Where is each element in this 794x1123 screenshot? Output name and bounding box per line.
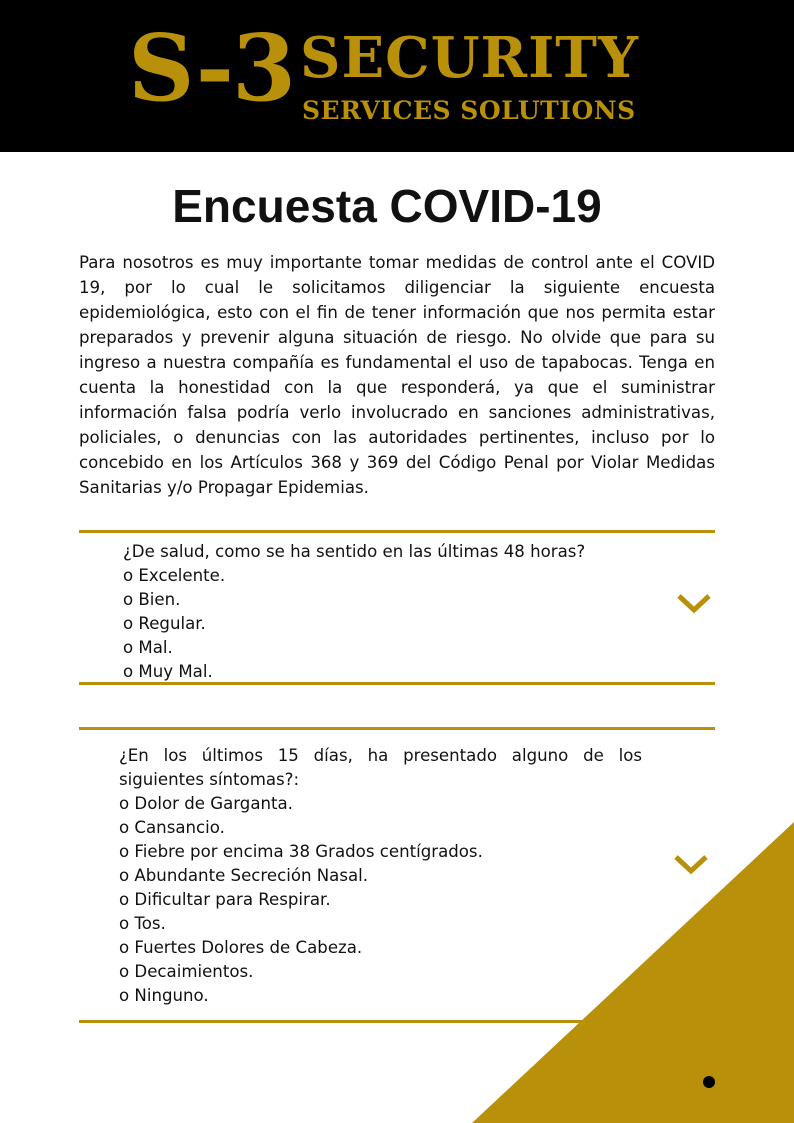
divider xyxy=(79,1020,599,1023)
divider xyxy=(79,682,715,685)
option-item[interactable]: o Tos. xyxy=(119,914,166,933)
option-item[interactable]: o Bien. xyxy=(123,590,181,609)
option-item[interactable]: o Cansancio. xyxy=(119,818,225,837)
logo-s3: S-3 xyxy=(128,14,295,122)
divider xyxy=(79,727,715,730)
question-text: ¿En los últimos 15 días, ha presentado alguno de los siguientes síntomas?: xyxy=(119,746,642,789)
option-item[interactable]: o Dificultar para Respirar. xyxy=(119,890,331,909)
option-item[interactable]: o Mal. xyxy=(123,638,173,657)
bullet-dot xyxy=(703,1076,715,1088)
chevron-down-icon[interactable] xyxy=(676,592,712,616)
intro-paragraph: Para nosotros es muy importante tomar medidas de control ante el COVID 19, por lo cual le solicitamos diligenciar la siguiente encuesta epidemiológica, esto con el fin de tener información que nos permita estar preparados y prevenir alguna situación de riesgo. No olvide que para su ingreso a nuestra compañía es fundamental el uso de tapabocas. Tenga en cuenta la honestidad con la que responderá, ya que el suministrar información falsa podría verlo involucrado en sanciones administrativas, policiales, o denuncias con las autoridades pertinentes, incluso por lo concebido en los Artículos 368 y 369 del Código Penal por Violar Medidas Sanitarias y/o Propagar Epidemias. xyxy=(79,253,715,497)
option-item[interactable]: o Muy Mal. xyxy=(123,662,213,681)
page-title: Encuesta COVID-19 xyxy=(172,180,602,232)
chevron-down-icon[interactable] xyxy=(673,853,709,877)
logo-services-solutions: SERVICES SOLUTIONS xyxy=(302,96,636,125)
option-item[interactable]: o Excelente. xyxy=(123,566,226,585)
options-list xyxy=(123,564,643,684)
options-list xyxy=(119,792,642,1008)
divider xyxy=(79,530,715,533)
question-block-1 xyxy=(123,540,643,684)
option-item[interactable]: o Fuertes Dolores de Cabeza. xyxy=(119,938,363,957)
logo-security: SECURITY xyxy=(300,25,639,91)
option-item[interactable]: o Regular. xyxy=(123,614,206,633)
option-item[interactable]: o Abundante Secreción Nasal. xyxy=(119,866,369,885)
header-banner xyxy=(0,0,794,152)
option-item[interactable]: o Fiebre por encima 38 Grados centígrados. xyxy=(119,842,483,861)
option-item[interactable]: o Decaimientos. xyxy=(119,962,254,981)
question-text: ¿De salud, como se ha sentido en las últimas 48 horas? xyxy=(123,542,586,561)
option-item[interactable]: o Dolor de Garganta. xyxy=(119,794,293,813)
question-block-2 xyxy=(119,744,642,1008)
option-item[interactable]: o Ninguno. xyxy=(119,986,209,1005)
